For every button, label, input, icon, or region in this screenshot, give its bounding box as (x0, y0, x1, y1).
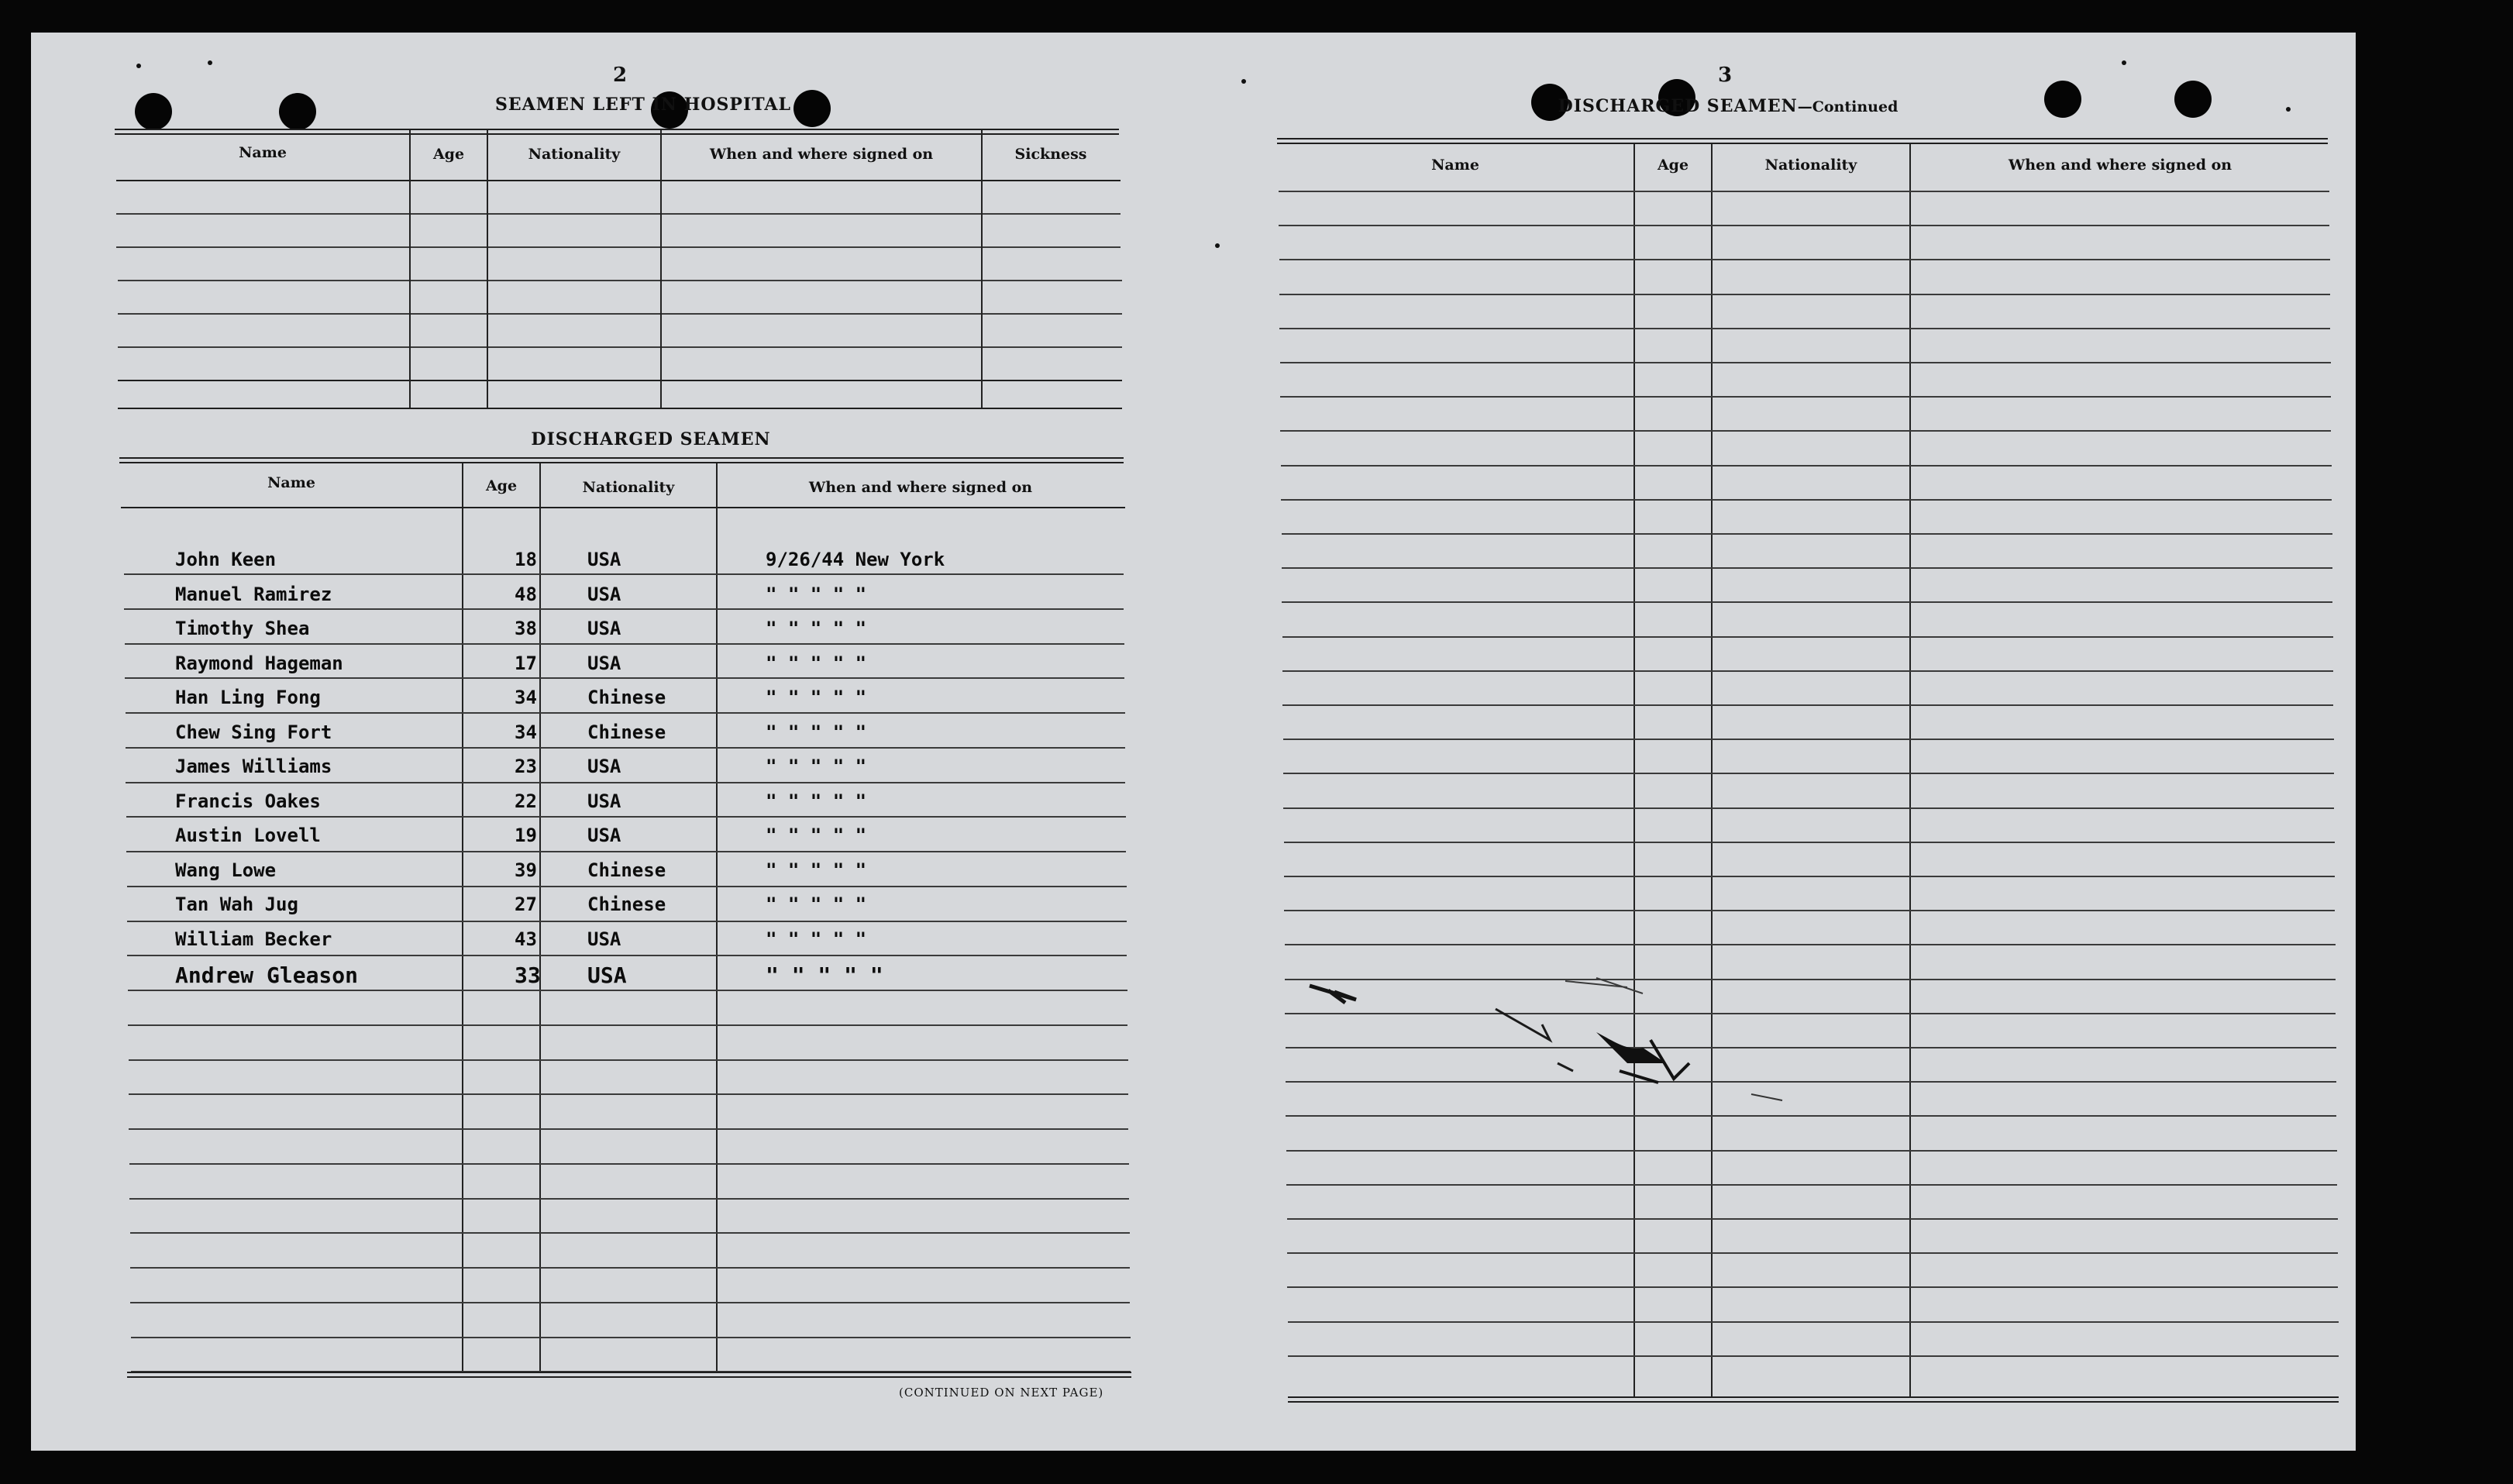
seaman-nationality: USA (587, 962, 627, 988)
punch-hole (279, 93, 316, 130)
row-rule (1284, 910, 2335, 911)
ink-speck (2286, 107, 2291, 112)
rule (1277, 143, 2328, 144)
row-rule (127, 921, 1127, 922)
ledger-sheet (31, 33, 2356, 1451)
seaman-age: 22 (515, 790, 537, 812)
row-rule (1282, 533, 2332, 535)
row-rule (1282, 636, 2333, 638)
seaman-signed-on: " " " " " (766, 618, 867, 639)
seaman-name: William Becker (175, 928, 332, 950)
discharged-section-title: DISCHARGED SEAMEN (531, 429, 771, 449)
row-rule (1279, 259, 2330, 260)
row-rule (127, 955, 1127, 956)
seaman-nationality: USA (587, 618, 621, 639)
page-number-left: 2 (612, 64, 628, 87)
seaman-signed-on: " " " " " (766, 825, 867, 846)
seaman-nationality: USA (587, 928, 621, 950)
row-rule (1282, 601, 2332, 603)
rule (1277, 138, 2328, 139)
column-divider (716, 463, 718, 1372)
row-rule (128, 990, 1127, 991)
continued-footer: (CONTINUED ON NEXT PAGE) (899, 1386, 1104, 1400)
seaman-signed-on: " " " " " (766, 893, 867, 915)
hospital-header-name: Name (239, 144, 287, 161)
row-rule (1287, 1286, 2338, 1288)
row-rule (1281, 465, 2332, 467)
discharged-continued-title-text: DISCHARGED SEAMEN (1558, 96, 1798, 116)
row-rule (1288, 1321, 2339, 1323)
seaman-signed-on: " " " " " (766, 687, 867, 708)
rule (119, 457, 1124, 459)
seaman-age: 48 (515, 584, 537, 605)
row-rule (129, 1198, 1129, 1200)
row-rule (126, 747, 1125, 749)
punch-hole (2174, 81, 2212, 118)
rule (118, 380, 1122, 381)
seaman-age: 33 (515, 962, 541, 988)
rule (115, 133, 1119, 135)
row-rule (1279, 294, 2330, 295)
row-rule (126, 851, 1126, 852)
seaman-name: Austin Lovell (175, 825, 321, 846)
column-divider (539, 463, 541, 1372)
row-rule (1282, 704, 2333, 706)
row-rule (1280, 430, 2331, 432)
ink-speck (1215, 243, 1220, 248)
row-rule (1283, 807, 2334, 809)
hospital-header-age: Age (432, 146, 465, 163)
seaman-name: Tan Wah Jug (175, 893, 298, 915)
row-rule (130, 1267, 1130, 1269)
row-rule (1286, 1184, 2337, 1186)
seaman-age: 17 (515, 652, 537, 674)
rule (118, 408, 1122, 409)
seaman-signed-on: " " " " " (766, 756, 867, 777)
punch-hole (2044, 81, 2081, 118)
seaman-signed-on: " " " " " (766, 859, 867, 881)
seaman-signed-on: " " " " " (766, 584, 867, 605)
row-rule (130, 1232, 1130, 1234)
seaman-name: Wang Lowe (175, 859, 277, 881)
rule (127, 1376, 1131, 1378)
seaman-nationality: USA (587, 652, 621, 674)
seaman-nationality: USA (587, 549, 621, 570)
seaman-name: John Keen (175, 549, 277, 570)
row-rule (126, 816, 1126, 818)
rule (121, 507, 1125, 508)
seaman-name: Andrew Gleason (175, 962, 359, 988)
row-rule (1282, 670, 2333, 672)
row-rule (131, 1337, 1131, 1338)
column-divider (487, 130, 488, 408)
seaman-age: 23 (515, 756, 537, 777)
seaman-name: Han Ling Fong (175, 687, 321, 708)
column-divider (409, 130, 411, 408)
rule (1288, 1396, 2339, 1398)
ink-smudge (1302, 947, 1844, 1133)
seaman-age: 18 (515, 549, 537, 570)
rule (118, 280, 1122, 281)
seaman-name: Raymond Hageman (175, 652, 343, 674)
hospital-header-nationality: Nationality (528, 146, 621, 163)
row-rule (1287, 1218, 2338, 1220)
row-rule (1286, 1150, 2337, 1152)
hospital-section-title: SEAMEN LEFT IN HOSPITAL (495, 95, 791, 115)
seaman-signed-on: " " " " " (766, 721, 867, 743)
row-rule (1280, 396, 2331, 398)
seaman-nationality: Chinese (587, 721, 666, 743)
row-rule (124, 608, 1124, 610)
ink-speck (136, 64, 141, 68)
row-rule (128, 1024, 1127, 1026)
row-rule (1279, 225, 2329, 226)
rule (116, 213, 1121, 215)
ink-speck (208, 60, 212, 65)
punch-hole (135, 93, 172, 130)
row-rule (124, 573, 1124, 575)
column-divider (1633, 144, 1635, 1396)
seaman-age: 43 (515, 928, 537, 950)
discharged-header-nationality: Nationality (582, 479, 675, 496)
page-number-right: 3 (1717, 64, 1733, 87)
column-divider (981, 130, 983, 408)
seaman-signed-on: " " " " " (766, 962, 883, 988)
row-rule (129, 1128, 1128, 1130)
rule (127, 1372, 1131, 1373)
row-rule (1279, 328, 2330, 329)
continued-header-signed-on: When and where signed on (2008, 157, 2232, 174)
seaman-nationality: USA (587, 584, 621, 605)
row-rule (1287, 1252, 2338, 1254)
row-rule (127, 886, 1127, 887)
seaman-nationality: Chinese (587, 687, 666, 708)
row-rule (1284, 876, 2335, 877)
continued-suffix: —Continued (1797, 98, 1899, 115)
row-rule (1281, 499, 2332, 501)
seaman-name: Timothy Shea (175, 618, 310, 639)
seaman-nationality: USA (587, 756, 621, 777)
seaman-age: 34 (515, 721, 537, 743)
row-rule (1280, 362, 2331, 363)
row-rule (1283, 739, 2334, 740)
seaman-signed-on: " " " " " (766, 928, 867, 950)
discharged-header-age: Age (485, 477, 518, 494)
rule (116, 246, 1121, 248)
seaman-signed-on: " " " " " (766, 790, 867, 812)
discharged-header-name: Name (267, 474, 315, 491)
continued-header-age: Age (1657, 157, 1689, 174)
row-rule (126, 782, 1125, 783)
row-rule (1285, 944, 2336, 945)
seaman-signed-on: 9/26/44 New York (766, 549, 945, 570)
row-rule (129, 1163, 1129, 1165)
column-divider (660, 130, 662, 408)
column-divider (1711, 144, 1713, 1396)
rule (115, 129, 1119, 130)
row-rule (1283, 773, 2334, 774)
row-rule (125, 643, 1124, 645)
seaman-nationality: Chinese (587, 859, 666, 881)
rule (119, 462, 1124, 463)
continued-header-name: Name (1431, 157, 1479, 174)
hospital-header-sickness: Sickness (1014, 146, 1087, 163)
rule (118, 346, 1122, 348)
continued-header-nationality: Nationality (1764, 157, 1857, 174)
discharged-header-signed-on: When and where signed on (808, 479, 1033, 496)
seaman-signed-on: " " " " " (766, 652, 867, 674)
rule (1288, 1401, 2339, 1403)
rule (116, 180, 1121, 181)
seaman-nationality: USA (587, 790, 621, 812)
row-rule (129, 1059, 1128, 1061)
row-rule (1288, 1355, 2339, 1357)
row-rule (130, 1302, 1130, 1303)
ink-speck (2122, 60, 2126, 65)
seaman-age: 34 (515, 687, 537, 708)
row-rule (125, 677, 1124, 679)
seaman-name: Manuel Ramirez (175, 584, 332, 605)
ink-speck (1241, 79, 1246, 84)
seaman-age: 39 (515, 859, 537, 881)
seaman-name: Chew Sing Fort (175, 721, 332, 743)
rule (118, 313, 1122, 315)
seaman-nationality: USA (587, 825, 621, 846)
row-rule (1284, 842, 2335, 843)
seaman-age: 27 (515, 893, 537, 915)
seaman-nationality: Chinese (587, 893, 666, 915)
hospital-header-signed-on: When and where signed on (709, 146, 934, 163)
seaman-age: 38 (515, 618, 537, 639)
row-rule (126, 712, 1125, 714)
column-divider (462, 463, 463, 1372)
discharged-continued-title (1519, 96, 1937, 116)
row-rule (1279, 191, 2329, 192)
seaman-age: 19 (515, 825, 537, 846)
seaman-name: Francis Oakes (175, 790, 321, 812)
column-divider (1909, 144, 1911, 1396)
row-rule (1282, 567, 2332, 569)
row-rule (129, 1093, 1128, 1095)
seaman-name: James Williams (175, 756, 332, 777)
